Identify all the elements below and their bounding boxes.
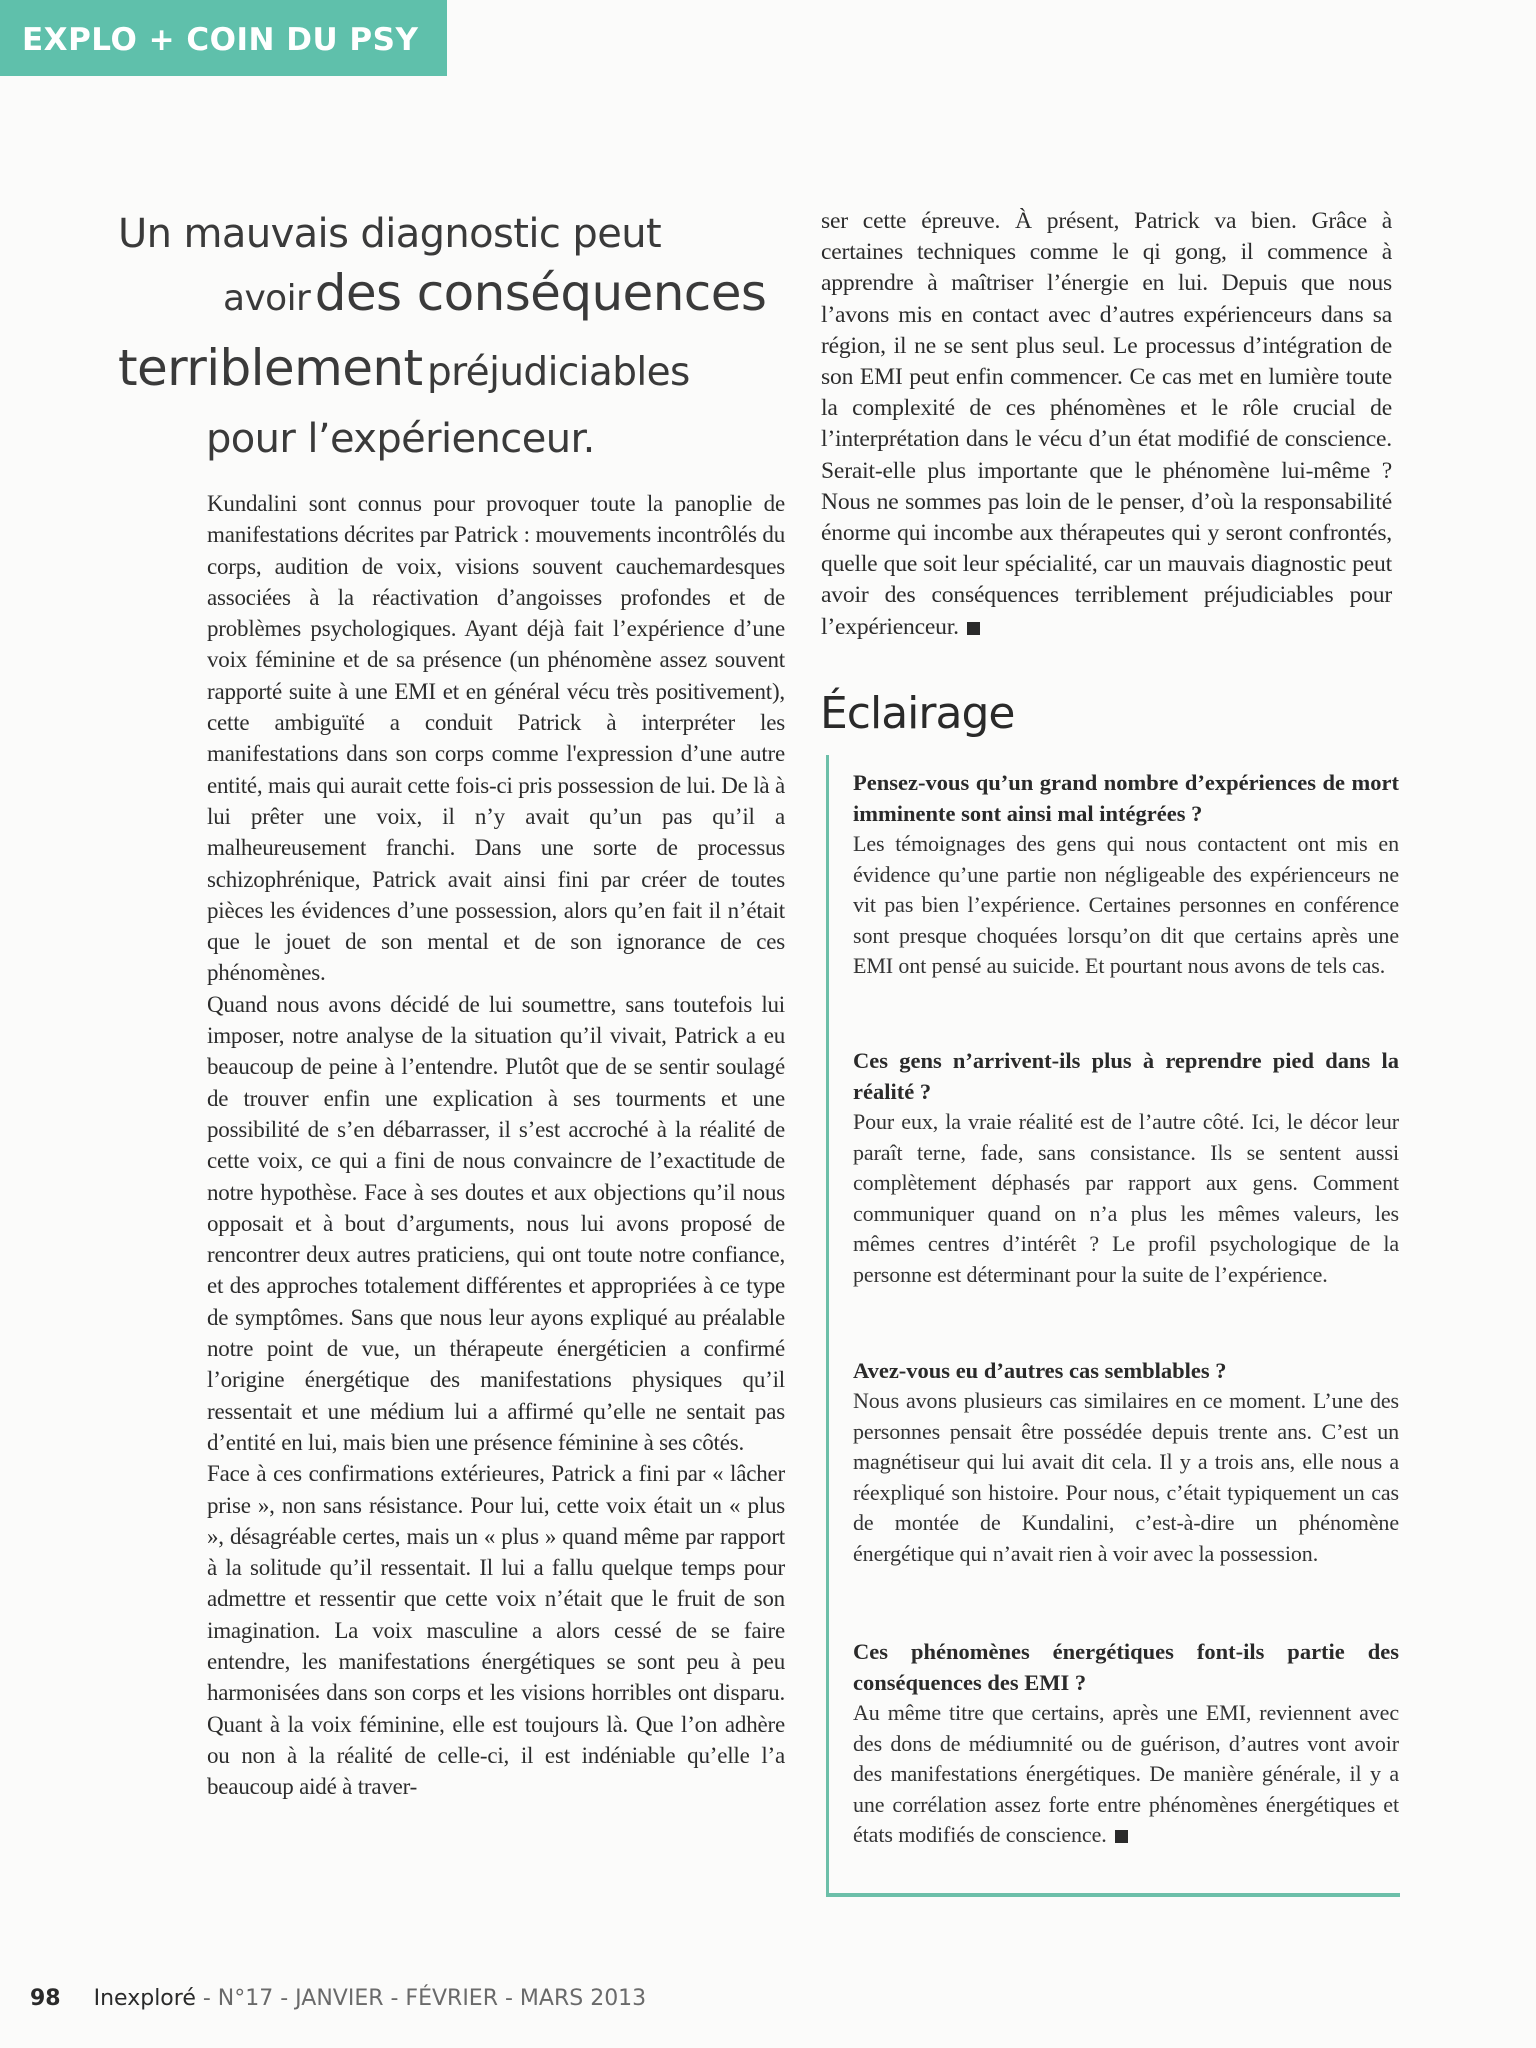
interview-answer-text: Au même titre que certains, après une EMI, reviennent avec des dons de médiumnité ou de guérison, d’autres vont avoir des manifestations énergétiques. De manière générale, il y a une corrélation assez forte entre phénomènes énergétiques et états modifiés de conscience. [853,1700,1399,1848]
section-tag: EXPLO + COIN DU PSY [0,0,447,76]
pull-quote-line-2-big: des conséquences [314,264,767,322]
eclairage-title: Éclairage [820,688,1015,739]
page-footer [30,1986,646,2011]
interview-item [853,1636,1399,1851]
magazine-name: Inexploré [93,1986,196,2011]
page-number: 98 [30,1986,61,2011]
article-paragraph: Quand nous avons décidé de lui soumettre, sans toutefois lui imposer, notre analyse de la situation qu’il vivait, Patrick a eu beaucoup de peine à l’entendre. Plutôt que de se sentir soulagé de trouver enfin une explication à ses tourments et une possibilité de s’en débarrasser, il s’est accroché à la réalité de cette voix, ce qui a fini de nous convaincre de l’exactitude de notre hypothèse. Face à ses doutes et aux objections qu’il nous opposait et à bout d’arguments, nous lui avons proposé de rencontrer deux autres praticiens, qui ont toute notre confiance, et des approches totalement différentes et appropriées à ce type de symptômes. Sans que nous leur ayons expliqué au préalable notre point de vue, un thérapeute énergéticien a confirmé l’origine énergétique des manifestations physiques qu’il ressentait et une médium lui a affirmé qu’elle ne sentait pas d’entité en lui, mais bien une présence féminine à ses côtés. [207,991,785,1455]
interview-answer: Nous avons plusieurs cas similaires en ce moment. L’une des personnes pensait être possédée depuis trente ans. C’est un magnétiseur qui lui avait dit cela. Il y a trois ans, elle nous a réexpliqué son histoire. Pour nous, c’était typiquement un cas de montée de Kundalini, c’est-à-dire un phénomène énergétique qui n’avait rien à voir avec la possession. [853,1388,1399,1566]
pull-quote-line-2-small: avoir [223,278,311,319]
interview-item [853,1355,1399,1570]
end-mark-icon [1115,1830,1128,1843]
interview-item [853,1045,1399,1291]
pull-quote-line-3-big: terriblement [118,339,423,397]
end-mark-icon [967,622,980,635]
pull-quote-line-4: pour l’expérienceur. [206,416,595,462]
interview-answer: Les témoignages des gens qui nous contactent ont mis en évidence qu’une partie non négligeable des expérienceurs ne vit pas bien l’expérience. Certaines personnes en conférence sont presque choquées lorsqu’on dit que certains après une EMI ont pensé au suicide. Et pourtant nous avons de tels cas. [853,831,1399,979]
issue-info: - N°17 - JANVIER - FÉVRIER - MARS 2013 [202,1986,647,2011]
interview-item [853,767,1399,982]
pull-quote-line-1: Un mauvais diagnostic peut [118,211,662,257]
interview-question: Ces gens n’arrivent-ils plus à reprendre pied dans la réalité ? [853,1048,1399,1104]
article-paragraph: Kundalini sont connus pour provoquer toute la panoplie de manifestations décrites par Patrick : mouvements incontrôlés du corps, audition de voix, visions souvent cauchemardesques associées à la réactivation d’angoisses profondes et de problèmes psychologiques. Ayant déjà fait l’expérience d’une voix féminine et de sa présence (un phénomène assez souvent rapporté suite à une EMI et en général vécu très positivement), cette ambiguïté a conduit Patrick à interpréter les manifestations dans son corps comme l'expression d’une autre entité, mais qui aurait cette fois-ci pris possession de lui. De là à lui prêter une voix, il n’y avait qu’un pas qu’il a malheureusement franchi. Dans une sorte de processus schizophrénique, Patrick avait ainsi fini par créer de toutes pièces les évidences d’une possession, alors qu’en fait il n’était que le jouet de son mental et de son ignorance de ces phénomènes. [207,491,785,986]
article-right-column [821,206,1392,643]
article-paragraph: Face à ces confirmations extérieures, Patrick a fini par « lâcher prise », non sans résistance. Pour lui, cette voix était un « plus », désagréable certes, mais un « plus » quand même par rapport à la solitude qu’il ressentait. Il lui a fallu quelque temps pour admettre et ressentir que cette voix n’était que le fruit de son imagination. La voix masculine a alors cessé de se faire entendre, les manifestations énergétiques se sont peu à peu harmonisées dans son corps et les visions horribles ont disparu. Quant à la voix féminine, elle est toujours là. Que l’on adhère ou non à la réalité de celle-ci, il est indéniable qu’elle l’a beaucoup aidé à traver- [207,1461,785,1800]
interview-answer [853,1698,1399,1851]
article-paragraph-text: ser cette épreuve. À présent, Patrick va bien. Grâce à certaines techniques comme le qi gong, il commence à apprendre à maîtriser l’énergie en lui. Depuis que nous l’avons mis en contact avec d’autres expérienceurs dans sa région, il ne se sent plus seul. Le processus d’intégration de son EMI peut enfin commencer. Ce cas met en lumière toute la complexité de ces phénomènes et le rôle crucial de l’interprétation dans le vécu d’un état modifié de conscience. Serait-elle plus importante que le phénomène lui-même ? Nous ne sommes pas loin de le penser, d’où la responsabilité énorme qui incombe aux thérapeutes qui y seront confrontés, quelle que soit leur spécialité, car un mauvais diagnostic peut avoir des conséquences terriblement préjudiciables pour l’expérienceur. [821,208,1392,640]
pull-quote-line-3 [118,338,778,410]
pull-quote [118,208,778,468]
interview-question: Avez-vous eu d’autres cas semblables ? [853,1358,1227,1383]
article-left-column [207,488,785,1802]
pull-quote-line-3-small: préjudiciables [426,350,690,395]
pull-quote-line-2 [223,260,778,338]
article-paragraph [821,206,1392,643]
interview-question: Pensez-vous qu’un grand nombre d’expériences de mort imminente sont ainsi mal intégrées ? [853,770,1399,826]
eclairage-box [826,755,1400,1897]
interview-question: Ces phénomènes énergétiques font-ils partie des conséquences des EMI ? [853,1639,1399,1695]
interview-answer: Pour eux, la vraie réalité est de l’autre côté. Ici, le décor leur paraît terne, fade, sans consistance. Ils se sentent aussi complètement déphasés par rapport aux gens. Comment communiquer quand on n’a plus les mêmes valeurs, les mêmes centres d’intérêt ? Le profil psychologique de la personne est déterminant pour la suite de l’expérience. [853,1109,1399,1287]
